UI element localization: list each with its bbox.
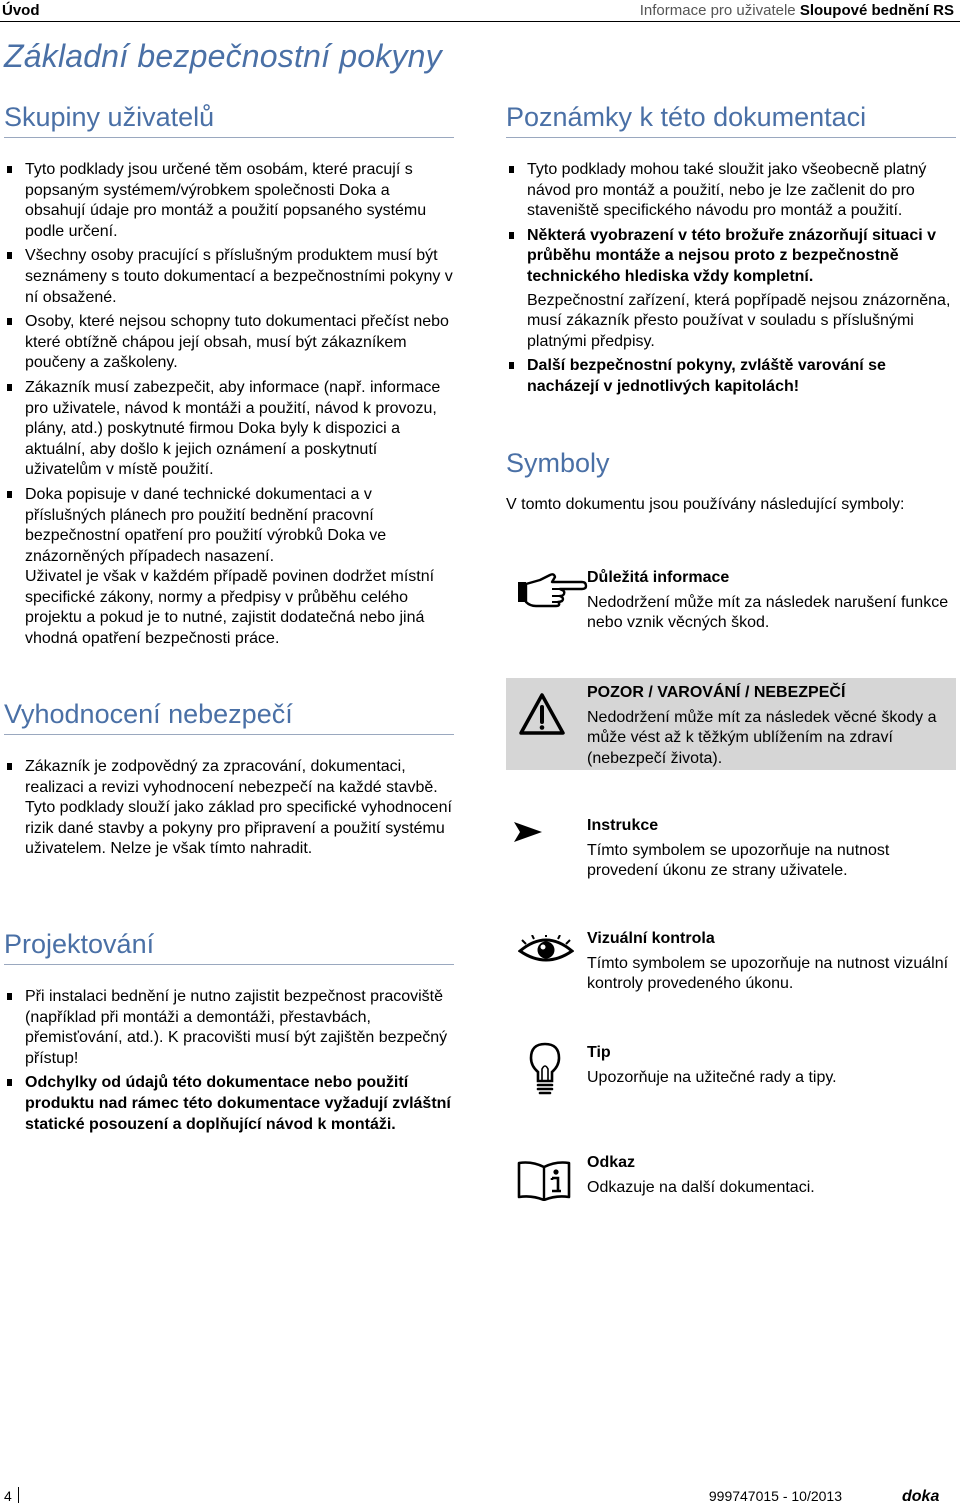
doc-number: 999747015 - 10/2013 — [708, 1488, 842, 1504]
section-projektovani — [4, 927, 454, 1139]
symbol-text — [587, 1043, 955, 1088]
list-item: Tyto podklady mohou také sloužit jako všeobecně platný návod pro montáž a použití, nebo je lze začlenit do pro staveniště specifického návodu pro montáž a použití. — [506, 160, 956, 222]
list-item-p2: Tyto podklady slouží jako základ pro specifické vyhodnocení rizik dané stavby a pokyny pro připravení a použití systému uživatelem. Nelze je však tímto nahradit. — [25, 799, 452, 858]
heading-projektovani: Projektování — [4, 927, 454, 965]
symbol-tip — [506, 1043, 956, 1113]
list-item-p1: Zákazník je zodpovědný za zpracování, dokumentaci, realizaci a revizi vyhodnocení nebezpečí na každé stavbě. — [25, 758, 438, 796]
eye-icon — [518, 935, 574, 965]
section-symboly — [506, 446, 956, 516]
list-item-p1: Některá vyobrazení v této brožuře znázorňují situaci v průběhu montáže a nejsou proto z bezpečnostně technického hlediska vždy kompletní. — [527, 226, 936, 285]
section-poznamky — [506, 100, 956, 402]
list-skupiny — [4, 160, 454, 650]
section-vyhodnoceni — [4, 697, 454, 864]
page-number: 4 — [4, 1488, 12, 1504]
symbol-desc: Tímto symbolem se upozorňuje na nutnost vizuální kontroly provedeného úkonu. — [587, 954, 949, 993]
svg-text:doka: doka — [902, 1488, 940, 1504]
heading-vyhodnoceni: Vyhodnocení nebezpečí — [4, 697, 454, 735]
symbol-warning — [506, 678, 956, 770]
list-item: Zákazník musí zabezpečit, aby informace (např. informace pro uživatele, návod k montáži a použití, návod k provozu, plány, atd.) poskytnuté firmou Doka byly k dispozici a aktuální, aby došlo k jejich oznámení a poskytnutí uživatelům v místě použití. — [4, 378, 454, 481]
lightbulb-icon — [528, 1041, 562, 1099]
list-item: Všechny osoby pracující s příslušným produktem musí být seznámeny s touto dokumentací a bezpečnostními pokyny v ní obsažené. — [4, 246, 454, 308]
symbol-desc: Nedodržení může mít za následek věcné škody a může vést až k těžkým ublížením na zdraví (nebezpečí života). — [587, 708, 937, 767]
pointing-hand-icon — [516, 572, 588, 608]
symbol-title: Instrukce — [587, 817, 659, 834]
list-item: Při instalaci bednění je nutno zajistit bezpečnost pracoviště (například při montáži a demontáži, přestavbách, přemisťování, atd.). K pracovišti musí být zajištěn bezpečný přístup! — [4, 987, 454, 1069]
heading-skupiny: Skupiny uživatelů — [4, 100, 454, 138]
list-poznamky — [506, 160, 956, 398]
page-header — [0, 0, 960, 22]
page-footer — [0, 1486, 960, 1506]
symbol-title: Vizuální kontrola — [587, 930, 715, 947]
heading-symboly: Symboly — [506, 448, 610, 478]
symbol-text — [587, 683, 955, 769]
arrowhead-icon — [514, 822, 542, 842]
list-item: Další bezpečnostní pokyny, zvláště varování se nacházejí v jednotlivých kapitolách! — [506, 356, 956, 397]
section-skupiny — [4, 100, 454, 654]
list-item — [4, 757, 454, 860]
list-item: Odchylky od údajů této dokumentace nebo použití produktu nad rámec této dokumentace vyžadují zvláštní statické posouzení a doplňující návod k montáži. — [4, 1073, 454, 1135]
list-item — [4, 485, 454, 650]
symboly-intro: V tomto dokumentu jsou používány následující symboly: — [506, 496, 905, 513]
list-item: Tyto podklady jsou určené těm osobám, které pracují s popsaným systémem/výrobkem společnosti Doka a obsahují údaje pro montáž a použití popsaného systému podle určení. — [4, 160, 454, 242]
footer-divider — [18, 1487, 19, 1503]
symbol-reference — [506, 1153, 956, 1223]
doka-logo — [902, 1488, 954, 1504]
symbol-instruction — [506, 816, 956, 886]
header-doc-title — [640, 2, 954, 19]
symbol-title: Tip — [587, 1044, 611, 1061]
list-projektovani — [4, 987, 454, 1135]
header-product: Sloupové bednění RS — [799, 2, 954, 19]
list-item: Osoby, které nejsou schopny tuto dokumentaci přečíst nebo které obtížně chápou její obsah, musí být zákazníkem poučeny a zaškoleny. — [4, 312, 454, 374]
symbol-text — [587, 568, 955, 634]
header-section: Úvod — [2, 2, 40, 19]
symbol-text — [587, 816, 955, 882]
list-vyhodnoceni — [4, 757, 454, 860]
symbol-desc: Upozorňuje na užitečné rady a tipy. — [587, 1068, 837, 1086]
book-info-icon — [516, 1159, 572, 1201]
main-title: Základní bezpečnostní pokyny — [4, 38, 442, 74]
symbol-desc: Odkazuje na další dokumentaci. — [587, 1178, 815, 1196]
symbol-text — [587, 1153, 955, 1198]
warning-triangle-icon — [518, 692, 566, 736]
list-item-p1: Doka popisuje v dané technické dokumentaci a v příslušných plánech pro použití bednění pracovní bezpečnostní opatření pro použití výrobků Doka ve znázorněných případech nasazení. — [25, 485, 387, 565]
symbol-title: Odkaz — [587, 1154, 636, 1171]
symbol-desc: Nedodržení může mít za následek narušení funkce nebo vznik věcných škod. — [587, 593, 949, 632]
symbol-desc: Tímto symbolem se upozorňuje na nutnost provedení úkonu ze strany uživatele. — [587, 841, 890, 880]
list-item-p2: Bezpečnostní zařízení, která popřípadě nejsou znázorněna, musí zákazník přesto používat v souladu s příslušnými platnými předpisy. — [527, 291, 951, 350]
list-item — [506, 226, 956, 353]
header-prefix: Informace pro uživatele — [639, 2, 796, 19]
heading-poznamky: Poznámky k této dokumentaci — [506, 100, 956, 138]
symbol-title: Důležitá informace — [587, 569, 730, 586]
symbol-text — [587, 929, 955, 995]
symbol-important — [506, 568, 956, 638]
symbol-visual-check — [506, 929, 956, 999]
list-item-p2: Uživatel je však v každém případě povinen dodržet místní specifické zákony, normy a předpisy v průběhu celého projektu a pokud je to nutné, zajistit dodatečná nebo jiná vhodná opatření bezpečnosti práce. — [25, 568, 435, 648]
symbol-title: POZOR / VAROVÁNÍ / NEBEZPEČÍ — [587, 684, 846, 701]
